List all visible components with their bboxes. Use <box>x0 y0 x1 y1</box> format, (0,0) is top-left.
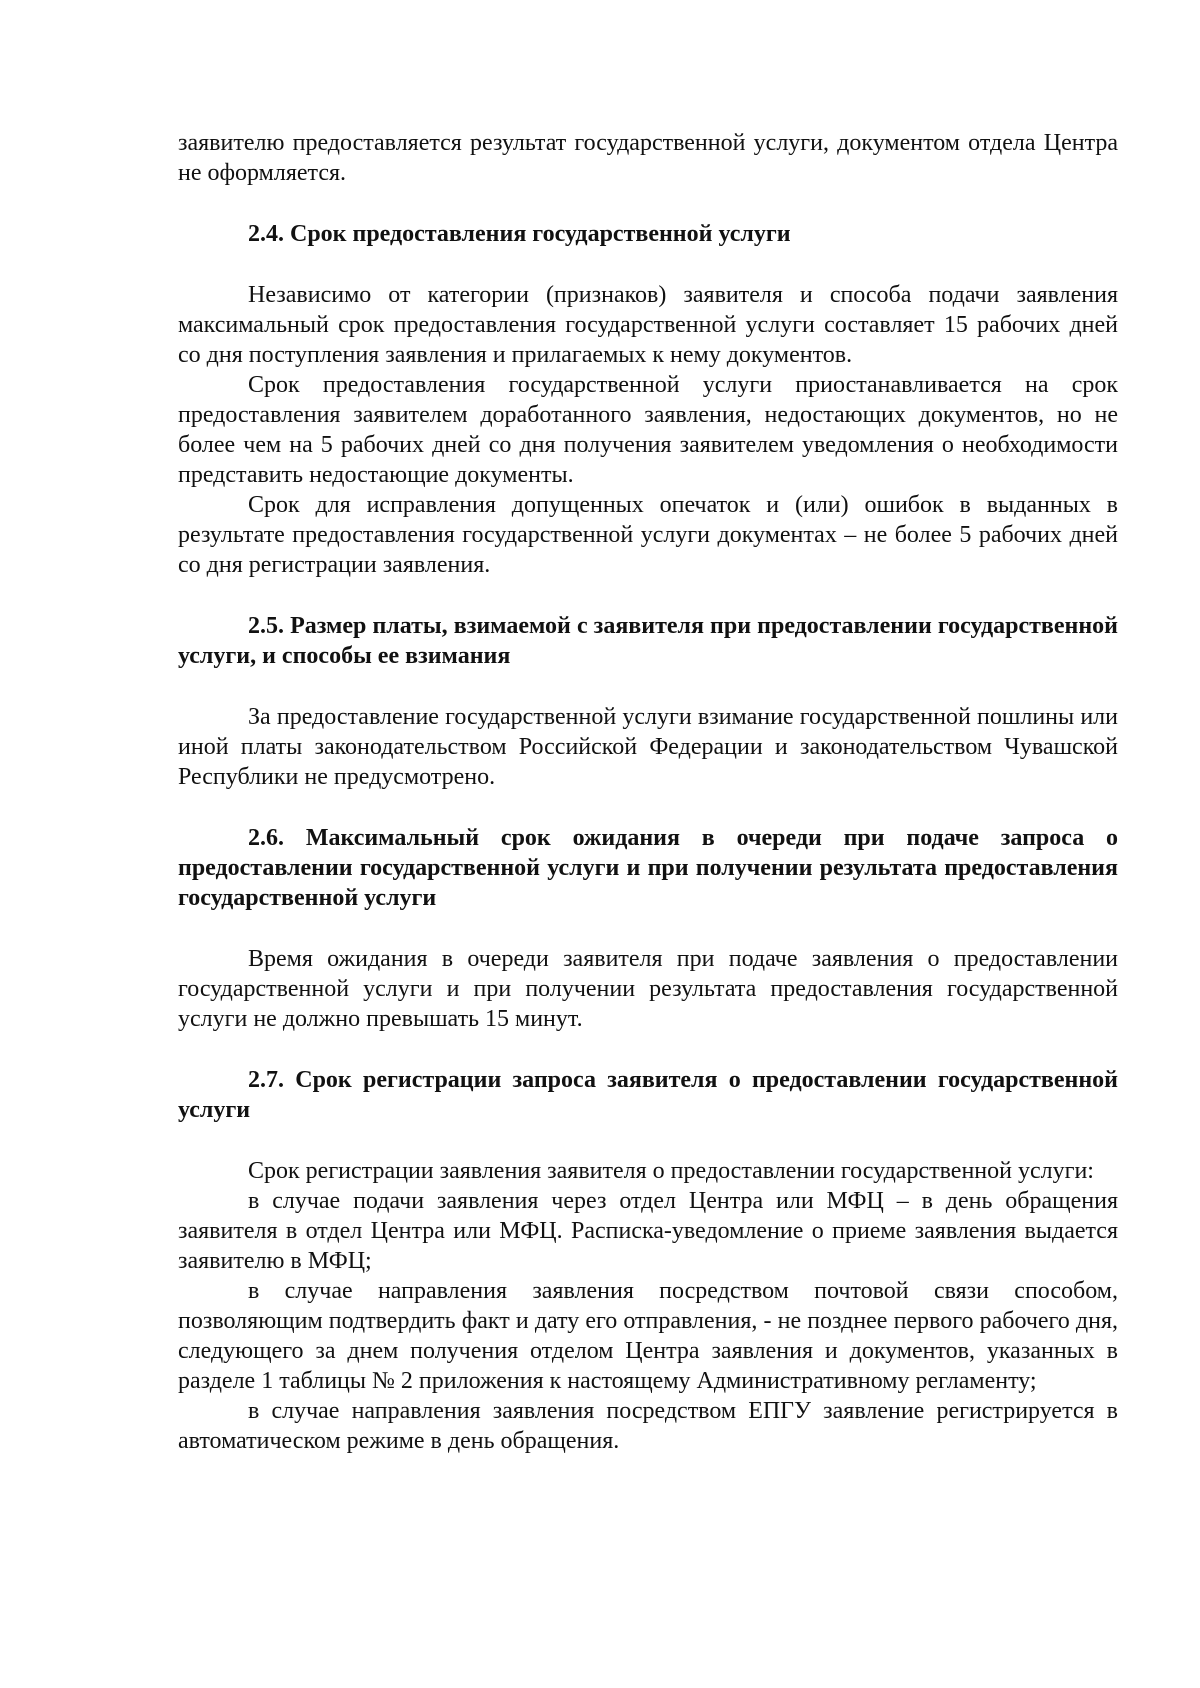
section-paragraph: Срок регистрации заявления заявителя о предоставлении государственной услуги: <box>248 1158 1094 1184</box>
section-heading: 2.7. Срок регистрации запроса заявителя о предоставлении государственной услуги <box>178 1067 1118 1123</box>
section-2-6 <box>178 823 1118 1034</box>
section-2-4 <box>178 219 1118 580</box>
intro-paragraph: заявителю предоставляется результат государственной услуги, документом отдела Центра не оформляется. <box>178 130 1118 186</box>
section-paragraph: Время ожидания в очереди заявителя при подаче заявления о предоставлении государственной услуги и при получении результата предоставления государственной услуги не должно превышать 15 минут. <box>178 946 1118 1032</box>
section-paragraph: в случае направления заявления посредством ЕПГУ заявление регистрируется в автоматическом режиме в день обращения. <box>178 1398 1118 1454</box>
section-paragraph: в случае подачи заявления через отдел Центра или МФЦ – в день обращения заявителя в отдел Центра или МФЦ. Расписка-уведомление о приеме заявления выдается заявителю в МФЦ; <box>178 1188 1118 1274</box>
section-2-5 <box>178 611 1118 792</box>
section-paragraph: За предоставление государственной услуги взимание государственной пошлины или иной платы законодательством Российской Федерации и законодательством Чувашской Республики не предусмотрено. <box>178 704 1118 790</box>
section-paragraph: Срок предоставления государственной услуги приостанавливается на срок предоставления заявителем доработанного заявления, недостающих документов, но не более чем на 5 рабочих дней со дня получения заявителем уведомления о необходимости представить недостающие документы. <box>178 372 1118 488</box>
section-paragraph: Независимо от категории (признаков) заявителя и способа подачи заявления максимальный срок предоставления государственной услуги составляет 15 рабочих дней со дня поступления заявления и прилагаемых к нему документов. <box>178 282 1118 368</box>
section-heading: 2.5. Размер платы, взимаемой с заявителя при предоставлении государственной услуги, и способы ее взимания <box>178 613 1118 669</box>
section-2-7 <box>178 1065 1118 1456</box>
section-paragraph: Срок для исправления допущенных опечаток и (или) ошибок в выданных в результате предоставления государственной услуги документах – не более 5 рабочих дней со дня регистрации заявления. <box>178 492 1118 578</box>
section-heading: 2.6. Максимальный срок ожидания в очереди при подаче запроса о предоставлении государственной услуги и при получении результата предоставления государственной услуги <box>178 825 1118 911</box>
section-heading: 2.4. Срок предоставления государственной услуги <box>248 221 791 247</box>
section-paragraph: в случае направления заявления посредством почтовой связи способом, позволяющим подтвердить факт и дату его отправления, - не позднее первого рабочего дня, следующего за днем получения отделом Центра заявления и документов, указанных в разделе 1 таблицы № 2 приложения к настоящему Административному регламенту; <box>178 1278 1118 1394</box>
document-body <box>178 128 1118 1456</box>
